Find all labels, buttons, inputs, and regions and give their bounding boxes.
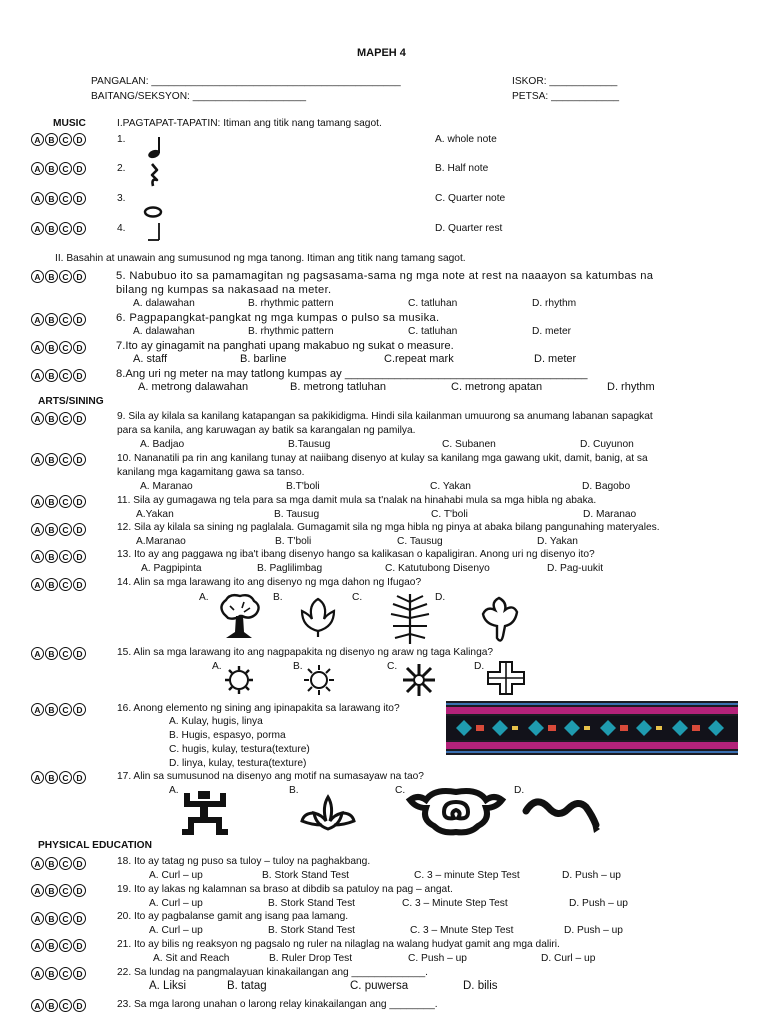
bubble-b[interactable]: B — [45, 270, 58, 283]
bubble-a[interactable]: A — [31, 771, 44, 784]
choice-a[interactable]: A. metrong dalawahan — [138, 381, 249, 393]
choice-c[interactable]: C. metrong apatan — [451, 381, 543, 393]
choice-d[interactable]: D. Pag-uukit — [547, 563, 604, 574]
question-text: kanilang mga kagamitang gawa sa tanso. — [117, 467, 305, 478]
answer-bubbles[interactable] — [31, 939, 86, 952]
bubble-a[interactable]: A — [31, 523, 44, 536]
option-label-d: D. — [514, 785, 525, 796]
bubble-c[interactable]: C — [59, 313, 72, 326]
question-text: 14. Alin sa mga larawang ito ang disenyo ng mga dahon ng Ifugao? — [117, 577, 422, 588]
choice-d[interactable]: D. Maranao — [583, 509, 637, 520]
choice-d[interactable]: D. Push – up — [562, 870, 621, 881]
choice-b[interactable]: B. Hugis, espasyo, porma — [169, 730, 286, 741]
bubble-d[interactable]: D — [73, 412, 86, 425]
bubble-c[interactable]: C — [59, 133, 72, 146]
answer-bubbles[interactable] — [31, 703, 86, 716]
bubble-a[interactable]: A — [31, 703, 44, 716]
sun-zigzag-icon[interactable] — [217, 662, 261, 698]
choice-b[interactable]: B.Tausug — [288, 439, 331, 450]
choice-b[interactable]: B. rhythmic pattern — [248, 298, 334, 309]
answer-bubbles[interactable] — [31, 771, 86, 784]
choice-c[interactable]: C. tatluhan — [408, 298, 458, 309]
bubble-d[interactable]: D — [73, 703, 86, 716]
bubble-a[interactable]: A — [31, 313, 44, 326]
question-text: 19. Ito ay lakas ng kalamnan sa braso at dibdib sa patuloy na pag – angat. — [117, 884, 453, 895]
bubble-a[interactable]: A — [31, 647, 44, 660]
choice-b[interactable]: B. Stork Stand Test — [268, 925, 356, 936]
choice-a[interactable]: A. dalawahan — [133, 326, 195, 337]
choice-a[interactable]: A. staff — [133, 353, 168, 365]
question-text: 8.Ang uri ng meter na may tatlong kumpas ay _______________________________________ — [116, 368, 588, 380]
bubble-c[interactable]: C — [59, 162, 72, 175]
question-text: 6. Pagpapangkat-pangkat ng mga kumpas o pulso sa musika. — [116, 312, 440, 324]
answer-bubbles[interactable] — [31, 967, 86, 980]
bubble-b[interactable]: B — [45, 884, 58, 897]
leaf-icon[interactable] — [296, 595, 340, 639]
star-burst-icon[interactable] — [397, 662, 441, 698]
bubble-a[interactable]: A — [31, 578, 44, 591]
question-text: 18. Ito ay tatag ng puso sa tuloy – tuloy na paghakbang. — [117, 856, 371, 867]
bubble-a[interactable]: A — [31, 939, 44, 952]
choice-c[interactable]: C. Subanen — [442, 439, 496, 450]
choice-a[interactable]: A. dalawahan — [133, 298, 195, 309]
question-text: 12. Sila ay kilala sa sining ng paglalala. Gumagamit sila ng mga hibla ng pinya at abaka bilang pangunahing materyales. — [117, 522, 660, 533]
bubble-b[interactable]: B — [45, 550, 58, 563]
page-title: MAPEH 4 — [357, 47, 406, 59]
choice-d[interactable]: D. meter — [534, 353, 577, 365]
choice-d[interactable]: D. meter — [532, 326, 572, 337]
bubble-a[interactable]: A — [31, 884, 44, 897]
choice-c[interactable]: C. puwersa — [350, 980, 409, 992]
choice-b[interactable]: B. T'boli — [275, 536, 312, 547]
bubble-d[interactable]: D — [73, 857, 86, 870]
question-text: 17. Alin sa sumusunod na disenyo ang motif na sumasayaw na tao? — [117, 771, 424, 782]
bubble-c[interactable]: C — [59, 771, 72, 784]
option-label-a: A. — [199, 592, 209, 603]
bubble-d[interactable]: D — [73, 523, 86, 536]
bubble-b[interactable]: B — [45, 703, 58, 716]
bubble-b[interactable]: B — [45, 313, 58, 326]
part1-instruction: I.PAGTAPAT-TAPATIN: Itiman ang titik nang tamang sagot. — [117, 118, 382, 129]
question-text: 15. Alin sa mga larawang ito ang nagpapakita ng disenyo ng araw ng taga Kalinga? — [117, 647, 494, 658]
option-label-b: B. — [289, 785, 299, 796]
answer-bubbles[interactable] — [31, 222, 86, 235]
bubble-a[interactable]: A — [31, 222, 44, 235]
question-text: 10. Nananatili pa rin ang kanilang tunay at naiibang disenyo at kulay sa kanilang mga gawang ukit, damit, banig, at sa — [117, 453, 648, 464]
bubble-d[interactable]: D — [73, 222, 86, 235]
answer-bubbles[interactable] — [31, 270, 86, 283]
bubble-b[interactable]: B — [45, 369, 58, 382]
choice-c[interactable]: C. 3 – Mnute Step Test — [410, 925, 514, 936]
option-label-d: D. — [435, 592, 446, 603]
option-label-a: A. — [169, 785, 179, 796]
bubble-d[interactable]: D — [73, 647, 86, 660]
choice-a[interactable]: A.Yakan — [136, 509, 174, 520]
flower-icon[interactable] — [477, 592, 523, 646]
choice-a[interactable]: A. Sit and Reach — [153, 953, 230, 964]
option-label-b: B. — [293, 661, 303, 672]
bubble-a[interactable]: A — [31, 412, 44, 425]
quarter-note-icon — [143, 135, 163, 161]
bubble-b[interactable]: B — [45, 192, 58, 205]
answer-bubbles[interactable] — [31, 578, 86, 591]
choice-b[interactable]: B.T'boli — [286, 481, 320, 492]
bubble-c[interactable]: C — [59, 703, 72, 716]
answer-bubbles[interactable] — [31, 369, 86, 382]
bubble-a[interactable]: A — [31, 369, 44, 382]
item-number: 4. — [117, 223, 126, 234]
bubble-d[interactable]: D — [73, 939, 86, 952]
bubble-d[interactable]: D — [73, 313, 86, 326]
fern-icon[interactable] — [387, 592, 433, 646]
choice-d[interactable]: D. bilis — [463, 980, 498, 992]
bubble-d[interactable]: D — [73, 771, 86, 784]
scroll-motif-icon[interactable] — [404, 786, 508, 840]
answer-bubbles[interactable] — [31, 550, 86, 563]
choice-d[interactable]: D. Cuyunon — [580, 439, 634, 450]
choice-b[interactable]: B. barline — [240, 353, 287, 365]
date-field[interactable]: PETSA: ____________ — [512, 91, 620, 102]
choice-b[interactable]: B. Stork Stand Test — [268, 898, 356, 909]
bubble-b[interactable]: B — [45, 857, 58, 870]
choice-d[interactable]: D. Push – up — [564, 925, 623, 936]
choice-a[interactable]: A. Liksi — [149, 980, 187, 992]
bubble-a[interactable]: A — [31, 192, 44, 205]
answer-bubbles[interactable] — [31, 192, 86, 205]
bubble-b[interactable]: B — [45, 453, 58, 466]
match-answer: C. Quarter note — [435, 193, 506, 204]
item-number: 3. — [117, 193, 126, 204]
bubble-d[interactable]: D — [73, 341, 86, 354]
bubble-b[interactable]: B — [45, 912, 58, 925]
bubble-b[interactable]: B — [45, 999, 58, 1012]
bubble-a[interactable]: A — [31, 341, 44, 354]
bubble-c[interactable]: C — [59, 999, 72, 1012]
option-label-d: D. — [474, 661, 485, 672]
choice-c[interactable]: C.repeat mark — [384, 353, 454, 365]
bubble-b[interactable]: B — [45, 412, 58, 425]
choice-d[interactable]: D. rhythm — [532, 298, 577, 309]
bubble-b[interactable]: B — [45, 578, 58, 591]
bubble-c[interactable]: C — [59, 578, 72, 591]
bubble-d[interactable]: D — [73, 999, 86, 1012]
snake-icon[interactable] — [522, 789, 602, 837]
choice-a[interactable]: A. Badjao — [140, 439, 185, 450]
choice-c[interactable]: C. Push – up — [408, 953, 467, 964]
bubble-b[interactable]: B — [45, 771, 58, 784]
item-number: 1. — [117, 134, 126, 145]
bubble-a[interactable]: A — [31, 453, 44, 466]
bubble-c[interactable]: C — [59, 341, 72, 354]
bubble-b[interactable]: B — [45, 939, 58, 952]
bubble-a[interactable]: A — [31, 857, 44, 870]
bubble-c[interactable]: C — [59, 222, 72, 235]
bubble-d[interactable]: D — [73, 912, 86, 925]
quarter-rest-icon — [147, 162, 163, 188]
choice-d[interactable]: D. Push – up — [569, 898, 628, 909]
choice-c[interactable]: C. T'boli — [431, 509, 468, 520]
choice-a[interactable]: A. Curl – up — [149, 898, 203, 909]
choice-a[interactable]: A.Maranao — [136, 536, 186, 547]
question-text: para sa kanila, ang karuwagan ay batik sa karangalan ng pamilya. — [117, 425, 416, 436]
bubble-b[interactable]: B — [45, 647, 58, 660]
bubble-c[interactable]: C — [59, 369, 72, 382]
bubble-c[interactable]: C — [59, 523, 72, 536]
choice-d[interactable]: D. Curl – up — [541, 953, 596, 964]
bubble-d[interactable]: D — [73, 578, 86, 591]
bubble-b[interactable]: B — [45, 133, 58, 146]
choice-b[interactable]: B. rhythmic pattern — [248, 326, 334, 337]
bubble-d[interactable]: D — [73, 884, 86, 897]
bubble-c[interactable]: C — [59, 412, 72, 425]
choice-d[interactable]: D. Yakan — [537, 536, 578, 547]
answer-bubbles[interactable] — [31, 857, 86, 870]
choice-c[interactable]: C. hugis, kulay, testura(texture) — [169, 744, 310, 755]
choice-c[interactable]: C. 3 – Minute Step Test — [402, 898, 508, 909]
choice-b[interactable]: B. Paglilimbag — [257, 563, 323, 574]
option-label-c: C. — [395, 785, 406, 796]
answer-bubbles[interactable] — [31, 912, 86, 925]
choice-c[interactable]: C. Yakan — [430, 481, 471, 492]
bubble-b[interactable]: B — [45, 341, 58, 354]
half-note-icon — [143, 220, 167, 246]
bubble-b[interactable]: B — [45, 967, 58, 980]
match-answer: D. Quarter rest — [435, 223, 503, 234]
bubble-d[interactable]: D — [73, 369, 86, 382]
bubble-c[interactable]: C — [59, 912, 72, 925]
option-label-c: C. — [387, 661, 398, 672]
choice-c[interactable]: C. Tausug — [397, 536, 443, 547]
question-text: bilang ng kumpas sa nakasaad na meter. — [116, 284, 332, 296]
match-answer: B. Half note — [435, 163, 489, 174]
match-answer: A. whole note — [435, 134, 497, 145]
answer-bubbles[interactable] — [31, 313, 86, 326]
bubble-c[interactable]: C — [59, 192, 72, 205]
bubble-a[interactable]: A — [31, 162, 44, 175]
question-text: 5. Nabubuo ito sa pamamagitan ng pagsasama-sama ng mga note at rest na naaayon sa katumbas na — [116, 270, 654, 282]
answer-bubbles[interactable] — [31, 162, 86, 175]
option-label-a: A. — [212, 661, 222, 672]
option-label-b: B. — [273, 592, 283, 603]
tree-icon[interactable] — [214, 592, 264, 640]
bubble-c[interactable]: C — [59, 647, 72, 660]
lotus-icon[interactable] — [296, 791, 360, 835]
bubble-d[interactable]: D — [73, 162, 86, 175]
bubble-a[interactable]: A — [31, 912, 44, 925]
bubble-c[interactable]: C — [59, 857, 72, 870]
choice-b[interactable]: B. Tausug — [274, 509, 320, 520]
question-text: 20. Ito ay pagbalanse gamit ang isang paa lamang. — [117, 911, 349, 922]
bubble-d[interactable]: D — [73, 967, 86, 980]
cross-icon[interactable] — [484, 660, 528, 696]
choice-d[interactable]: D. Bagobo — [582, 481, 631, 492]
bubble-c[interactable]: C — [59, 967, 72, 980]
bubble-d[interactable]: D — [73, 550, 86, 563]
bubble-c[interactable]: C — [59, 495, 72, 508]
question-text: 16. Anong elemento ng sining ang ipinapakita sa larawang ito? — [117, 703, 400, 714]
choice-c[interactable]: C. tatluhan — [408, 326, 458, 337]
choice-a[interactable]: A. Pagpipinta — [141, 563, 202, 574]
bubble-a[interactable]: A — [31, 133, 44, 146]
choice-b[interactable]: B. metrong tatluhan — [290, 381, 387, 393]
question-text: 11. Sila ay gumagawa ng tela para sa mga damit mula sa t'nalak na hinahabi mula sa mga hibla ng abaka. — [117, 495, 597, 506]
choice-a[interactable]: A. Curl – up — [149, 870, 203, 881]
section-music: MUSIC — [53, 118, 86, 129]
bubble-a[interactable]: A — [31, 270, 44, 283]
answer-bubbles[interactable] — [31, 133, 86, 146]
answer-bubbles[interactable] — [31, 999, 86, 1012]
bubble-b[interactable]: B — [45, 523, 58, 536]
section-arts: ARTS/SINING — [38, 396, 104, 407]
answer-bubbles[interactable] — [31, 647, 86, 660]
bubble-b[interactable]: B — [45, 222, 58, 235]
choice-c[interactable]: C. Katutubong Disenyo — [385, 563, 490, 574]
choice-b[interactable]: B. tatag — [227, 980, 267, 992]
choice-b[interactable]: B. Ruler Drop Test — [269, 953, 353, 964]
answer-bubbles[interactable] — [31, 412, 86, 425]
bubble-b[interactable]: B — [45, 162, 58, 175]
question-text: 7.Ito ay ginagamit na panghati upang makabuo ng sukat o measure. — [116, 340, 454, 352]
bubble-d[interactable]: D — [73, 495, 86, 508]
answer-bubbles[interactable] — [31, 453, 86, 466]
question-text: 22. Sa lundag na pangmalayuan kinakailangan ang _____________. — [117, 967, 428, 978]
sun-rays-icon[interactable] — [297, 662, 341, 698]
bubble-d[interactable]: D — [73, 133, 86, 146]
score-field[interactable]: ISKOR: ____________ — [512, 76, 618, 87]
answer-bubbles[interactable] — [31, 495, 86, 508]
choice-d[interactable]: D. linya, kulay, testura(texture) — [169, 758, 307, 769]
bubble-a[interactable]: A — [31, 999, 44, 1012]
bubble-c[interactable]: C — [59, 939, 72, 952]
bubble-b[interactable]: B — [45, 495, 58, 508]
woven-textile-image — [446, 701, 738, 755]
answer-bubbles[interactable] — [31, 341, 86, 354]
choice-d[interactable]: D. rhythm — [607, 381, 655, 393]
section-pe: PHYSICAL EDUCATION — [38, 840, 152, 851]
option-label-c: C. — [352, 592, 363, 603]
name-field[interactable]: PANGALAN: ____________________________________________ — [91, 76, 401, 87]
choice-a[interactable]: A. Kulay, hugis, linya — [169, 716, 263, 727]
grade-section-field[interactable]: BAITANG/SEKSYON: ____________________ — [91, 91, 307, 102]
bubble-a[interactable]: A — [31, 495, 44, 508]
bubble-a[interactable]: A — [31, 550, 44, 563]
choice-a[interactable]: A. Curl – up — [149, 925, 203, 936]
bubble-a[interactable]: A — [31, 967, 44, 980]
bubble-d[interactable]: D — [73, 270, 86, 283]
answer-bubbles[interactable] — [31, 884, 86, 897]
answer-bubbles[interactable] — [31, 523, 86, 536]
dancing-man-icon[interactable] — [180, 789, 230, 837]
part2-instruction: II. Basahin at unawain ang sumusunod ng mga tanong. Itiman ang titik nang tamang sagot. — [55, 253, 466, 264]
bubble-d[interactable]: D — [73, 453, 86, 466]
choice-b[interactable]: B. Stork Stand Test — [262, 870, 350, 881]
item-number: 2. — [117, 163, 126, 174]
question-text: 13. Ito ay ang paggawa ng iba't ibang disenyo hango sa kalikasan o kapaligiran. Anong uri ng disenyo ito? — [117, 549, 595, 560]
bubble-c[interactable]: C — [59, 884, 72, 897]
question-text: 23. Sa mga larong unahan o larong relay kinakailangan ang ________. — [117, 999, 438, 1010]
choice-a[interactable]: A. Maranao — [140, 481, 193, 492]
bubble-c[interactable]: C — [59, 270, 72, 283]
bubble-c[interactable]: C — [59, 550, 72, 563]
bubble-d[interactable]: D — [73, 192, 86, 205]
bubble-c[interactable]: C — [59, 453, 72, 466]
question-text: 21. Ito ay bilis ng reaksyon ng pagsalo ng ruler na nilaglag na walang hudyat gamit ang mga daliri. — [117, 939, 560, 950]
question-text: 9. Sila ay kilala sa kanilang katapangan sa pakikidigma. Hindi sila kailanman umuurong sa anumang labanan sapagkat — [117, 411, 653, 422]
choice-c[interactable]: C. 3 – minute Step Test — [414, 870, 520, 881]
